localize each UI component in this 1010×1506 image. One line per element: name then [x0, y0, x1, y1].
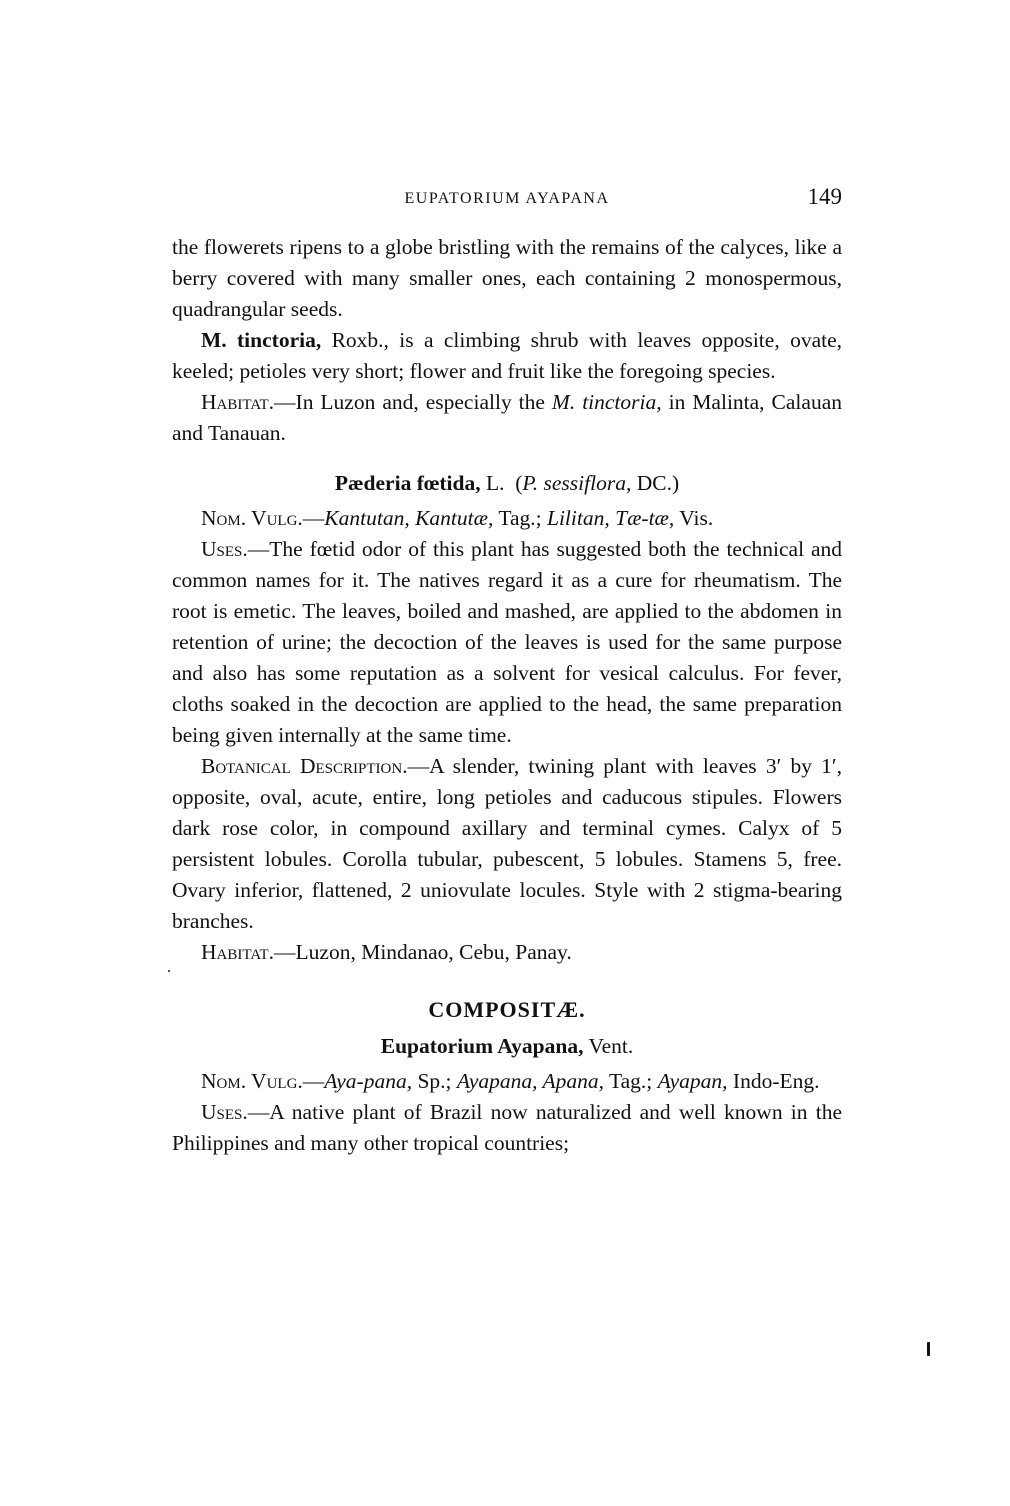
species-heading-paederia: [172, 468, 842, 499]
paragraph-uses-paederia: [172, 534, 842, 751]
vernacular-name: Apana,: [537, 1069, 605, 1093]
scan-artifact-dot: [168, 970, 170, 972]
scan-artifact-mark: [927, 1342, 930, 1356]
paragraph-botanical-description: [172, 751, 842, 937]
vernacular-name: Kantutæ,: [409, 506, 494, 530]
uses-label: Uses.: [201, 537, 248, 561]
em-dash: —: [247, 537, 270, 561]
running-title: EUPATORIUM AYAPANA: [404, 190, 610, 207]
species-name: M. tinctoria,: [201, 328, 322, 352]
language-label: Indo-Eng.: [727, 1069, 820, 1093]
family-heading: COMPOSITÆ.: [428, 997, 586, 1022]
vernacular-name: Lilitan,: [547, 506, 610, 530]
synonym-name: P. sessiflora,: [522, 471, 632, 495]
synonym-open: (: [504, 471, 523, 495]
language-label: Vis.: [674, 506, 714, 530]
paragraph-nom-vulg-eupatorium: [172, 1066, 842, 1097]
vernacular-name: Ayapan,: [657, 1069, 728, 1093]
page-number: 149: [807, 184, 842, 209]
vernacular-name: Aya-pana,: [324, 1069, 413, 1093]
species-heading-author: L.: [480, 471, 505, 495]
nom-vulg-label: Nom. Vulg.: [201, 506, 303, 530]
paragraph-m-tinctoria: [172, 325, 842, 387]
species-heading-eupatorium: [172, 1031, 842, 1062]
body-text: [172, 232, 842, 1159]
habitat-text: Luzon, Mindanao, Cebu, Panay.: [295, 940, 572, 964]
em-dash: —: [302, 1069, 325, 1093]
running-head: [172, 184, 842, 212]
paragraph-nom-vulg-paederia: [172, 503, 842, 534]
em-dash: —: [407, 754, 430, 778]
paragraph-uses-eupatorium: [172, 1097, 842, 1159]
habitat-species-italic: M. tinctoria,: [551, 390, 662, 414]
botanical-label: Botanical Description.: [201, 754, 408, 778]
paragraph-habitat-morinda: [172, 387, 842, 449]
species-description: Roxb., is a climbing shrub with leaves opposite, ovate, keeled; petioles very short; flower and fruit like the foregoing species.: [172, 328, 842, 383]
paragraph-habitat-paederia: [172, 937, 842, 968]
em-dash: —: [302, 506, 325, 530]
language-label: Tag.;: [604, 1069, 658, 1093]
uses-text: A native plant of Brazil now naturalized and well known in the Philippines and many other tropical countries;: [172, 1100, 842, 1155]
em-dash: —: [274, 390, 296, 414]
em-dash: —: [247, 1100, 270, 1124]
synonym-close: DC.): [631, 471, 680, 495]
language-label: Tag.;: [493, 506, 547, 530]
species-heading-author: Vent.: [583, 1034, 634, 1058]
species-heading-name: Eupatorium Ayapana,: [380, 1034, 584, 1058]
habitat-label: Habitat.: [201, 940, 275, 964]
botanical-text: A slender, twining plant with leaves 3′ by 1′, opposite, oval, acute, entire, long petioles and caducous stipules. Flowers dark rose color, in compound axillary and terminal cymes. Calyx of 5 persistent lobules. Corolla tubular, pubescent, 5 lobules. Stamens 5, free. Ovary inferior, flattened, 2 uniovulate locules. Style with 2 stigma-bearing branches.: [172, 754, 842, 933]
nom-vulg-label: Nom. Vulg.: [201, 1069, 303, 1093]
habitat-text: In Luzon and, especially the: [295, 390, 552, 414]
habitat-label: Habitat.: [201, 390, 275, 414]
vernacular-name: Tæ-tæ,: [609, 506, 675, 530]
uses-label: Uses.: [201, 1100, 248, 1124]
uses-text: The fœtid odor of this plant has suggested both the technical and common names for it. The natives regard it as a cure for rheumatism. The root is emetic. The leaves, boiled and mashed, are applied to the abdomen in retention of urine; the decoction of the leaves is used for the same purpose and also has some reputation as a solvent for vesical calculus. For fever, cloths soaked in the decoction are applied to the head, the same preparation being given internally at the same time.: [172, 537, 842, 747]
vernacular-name: Ayapana,: [456, 1069, 538, 1093]
vernacular-name: Kantutan,: [324, 506, 410, 530]
species-heading-name: Pæderia fœtida,: [334, 471, 481, 495]
language-label: Sp.;: [412, 1069, 457, 1093]
paragraph-continuation: the flowerets ripens to a globe bristling with the remains of the calyces, like a berry covered with many smaller ones, each containing 2 monospermous, quadrangular seeds.: [172, 235, 842, 321]
em-dash: —: [274, 940, 296, 964]
habitat-text: in Malinta, Calauan and Tanauan.: [172, 390, 842, 445]
